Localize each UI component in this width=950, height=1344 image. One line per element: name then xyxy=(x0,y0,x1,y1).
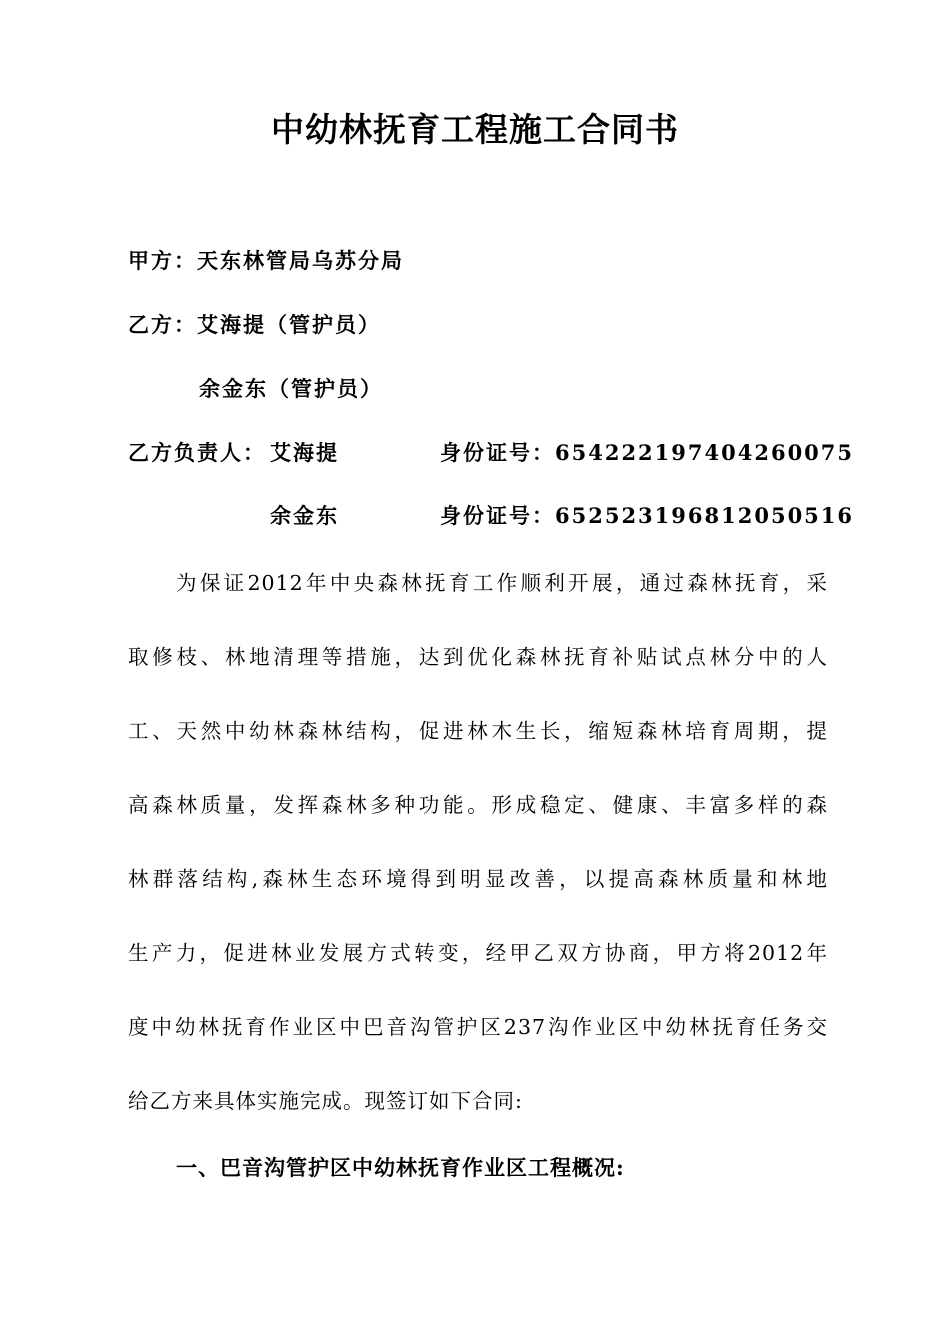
responsible-line-2 xyxy=(128,500,854,530)
section-heading: 一、巴音沟管护区中幼林抚育作业区工程概况: xyxy=(176,1155,625,1180)
party-b-line-2 xyxy=(199,373,383,403)
party-b-member: 余金东（管护员） xyxy=(199,376,383,401)
paragraph-line: 度中幼林抚育作业区中巴音沟管护区237沟作业区中幼林抚育任务交 xyxy=(128,1015,828,1039)
paragraph-line: 取修枝、林地清理等措施，达到优化森林抚育补贴试点林分中的人 xyxy=(128,645,828,669)
paragraph-line: 生产力，促进林业发展方式转变，经甲乙双方协商，甲方将2012年 xyxy=(128,941,828,965)
paragraph-line: 林群落结构,森林生态环境得到明显改善，以提高森林质量和林地 xyxy=(128,867,828,891)
party-a-label: 甲方： xyxy=(128,248,197,273)
paragraph-line: 为保证2012年中央森林抚育工作顺利开展，通过森林抚育，采 xyxy=(176,571,828,595)
id-number: 654222197404260075 xyxy=(555,440,855,465)
paragraph-line: 工、天然中幼林森林结构，促进林木生长，缩短森林培育周期，提 xyxy=(128,719,828,743)
document-title: 中幼林抚育工程施工合同书 xyxy=(271,110,679,149)
party-a-name: 天东林管局乌苏分局 xyxy=(197,248,404,273)
id-label: 身份证号： xyxy=(440,440,555,465)
responsible-label: 乙方负责人： xyxy=(128,440,266,465)
responsible-name: 艾海提 xyxy=(270,440,339,465)
responsible-line-1 xyxy=(128,437,854,467)
paragraph-line: 给乙方来具体实施完成。现签订如下合同: xyxy=(128,1089,523,1113)
party-b-line xyxy=(128,309,381,339)
responsible-name: 余金东 xyxy=(270,503,339,528)
id-label: 身份证号： xyxy=(440,503,555,528)
party-b-member: 艾海提（管护员） xyxy=(197,312,381,337)
party-a-line xyxy=(128,245,404,275)
id-number: 652523196812050516 xyxy=(555,503,855,528)
party-b-label: 乙方： xyxy=(128,312,197,337)
paragraph-line: 高森林质量，发挥森林多种功能。形成稳定、健康、丰富多样的森 xyxy=(128,793,828,817)
